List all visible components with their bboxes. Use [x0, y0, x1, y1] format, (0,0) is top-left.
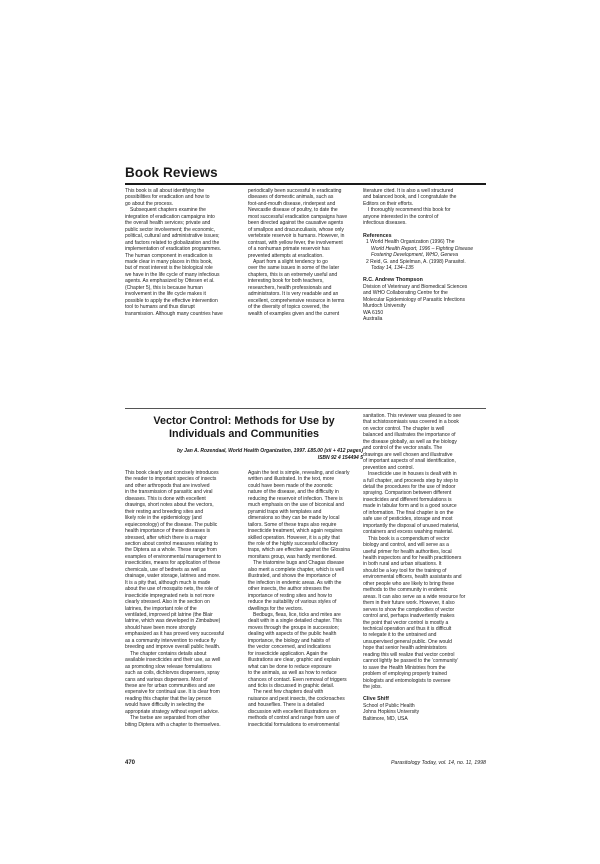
text-line: other people who are likely to bring these	[363, 580, 455, 587]
review-separator	[125, 408, 486, 409]
reference-item	[363, 259, 487, 272]
references-list	[363, 239, 487, 271]
reference-line: Today 14, 134–135	[371, 264, 414, 271]
text-line: dimensions so they can be made by local	[248, 515, 340, 522]
text-line: chapters, this is an extremely useful and	[248, 271, 338, 278]
text-line: methods to the community in endemic	[363, 587, 448, 594]
text-line: about the use of mosquito nets, the role of	[125, 586, 219, 593]
text-line: we have in the life cycle of many infectious	[125, 271, 220, 278]
text-line: unsupervised general public. One would	[363, 638, 452, 645]
affiliation-line: WA 6150	[363, 309, 384, 316]
review1-column-1	[125, 188, 238, 317]
article-title	[125, 415, 363, 441]
review2-reviewer-affiliation	[363, 703, 487, 722]
text-line: dealing with aspects of the public health	[248, 631, 337, 638]
text-line: methods of control and range from use of	[248, 715, 340, 722]
text-line: likely role in the epidemiology (and	[125, 515, 202, 522]
text-line: to save the Health Ministries from the	[363, 664, 446, 671]
text-line: drawings are well chosen and illustrative	[363, 451, 453, 458]
text-line: section about control measures relating to	[125, 540, 218, 547]
text-line: of a nonhuman primate reservoir has	[248, 246, 330, 253]
text-line: been directed against the causative agents	[248, 220, 344, 227]
text-line: literature cited. It is also a well structured	[363, 188, 454, 194]
text-line: Newcastle disease of poultry, to date the	[248, 207, 338, 214]
text-line: and balanced book, and I congratulate the	[363, 194, 457, 201]
text-line: the overall health services; private and	[125, 220, 211, 227]
text-line: biologists and entomologists to oversee	[363, 677, 451, 684]
text-line: the infection in endemic areas. As with the	[248, 579, 342, 586]
text-line: stressed, after which there is a major	[125, 534, 207, 541]
text-line: problem of employing properly trained	[363, 671, 447, 678]
affiliation-line: and WHO Collaborating Centre for the	[363, 290, 448, 297]
text-line: The human component in eradication is	[125, 252, 213, 259]
text-line: a full chapter, and proceeds step by step to	[363, 477, 459, 484]
text-line: nature of the disease, and the difficulty in	[248, 489, 339, 496]
text-line: importance, the biology and habits of	[248, 637, 330, 644]
text-line: public sector involvement; the economic,	[125, 226, 216, 233]
text-line: reduce the suitability of various styles of	[248, 599, 337, 606]
text-line: and houseflies. There is a detailed	[248, 702, 325, 709]
reference-line: 1 World Health Organization (1996) The	[366, 239, 455, 246]
text-line: technical operation and thus it is difficult	[363, 625, 452, 632]
text-line: sanitation. This reviewer was pleased to see	[363, 413, 462, 419]
text-line: possibilities for eradication and how to	[125, 194, 210, 201]
text-line: insecticidal formulations to environmental	[248, 721, 340, 728]
text-line: reading this chapter that the lay person	[125, 695, 212, 702]
text-line: to the animals, as well as how to reduce	[248, 670, 337, 677]
text-line: transmission. Although many countries have	[125, 310, 223, 317]
text-line: contrast, with yellow fever, the involvement	[248, 239, 343, 246]
text-line: The tsetse are separated from other	[130, 715, 210, 722]
text-line: health importance of these diseases is	[125, 528, 211, 535]
text-line: diseases of domestic animals, such as	[248, 194, 334, 201]
text-line: Insecticide use in houses is dealt with in	[368, 471, 457, 478]
review1-column-2	[248, 188, 361, 317]
references-heading: References	[363, 232, 392, 239]
text-line: excellent, comprehensive resource in terms	[248, 297, 345, 304]
text-line: the role of the highly successful olfactory	[248, 540, 339, 547]
text-line: in the transmission of parasitic and viral	[125, 489, 213, 496]
text-line: latrines, the important role of the	[125, 605, 197, 612]
text-line: skilled operation. However, it is a pity that	[248, 534, 340, 541]
review2-column-3	[363, 413, 487, 722]
text-line: safe use of pesticides, storage and most	[363, 516, 453, 523]
text-line: serves to show the complexities of vector	[363, 606, 455, 613]
text-line: agents. As emphasized by Ottesen et al.	[125, 278, 215, 285]
section-rule	[125, 183, 486, 185]
text-line: made in tabular form and is a good source	[363, 503, 457, 510]
text-line: importance of resting sites and how to	[248, 592, 333, 599]
text-line: It is a pity that, although much is made	[125, 579, 211, 586]
text-line: emphasized as it has proved very successful	[125, 631, 225, 638]
text-line: health inspectors and for health practitioners	[363, 554, 462, 561]
text-line: expensive for continual use. It is clear from	[125, 689, 220, 696]
page-number: 470	[125, 760, 136, 766]
text-line: dwellings for the vectors.	[248, 605, 304, 612]
text-line: nuisance and pest insects, the cockroaches	[248, 695, 345, 702]
text-line: for insecticide application. Again the	[248, 650, 328, 657]
text-line: importantly the disposal of unused material,	[363, 522, 460, 529]
text-line: and control of the vector snails. The	[363, 445, 443, 452]
text-line: drainage, water storage, latrines and more.	[125, 573, 221, 580]
text-line: as a community intervention to reduce fly	[125, 637, 216, 644]
text-line: This book clearly and concisely introduces	[125, 470, 219, 476]
text-line: vertebrate reservoir is humans. However, in	[248, 233, 345, 240]
text-line: wealth of examples given and the current	[248, 310, 340, 317]
text-line: them in their future work. However, it also	[363, 600, 455, 607]
text-line: the point that vector control is mostly a	[363, 619, 449, 626]
text-line: areas. It can also serve as a wide resource for	[363, 593, 466, 600]
text-line: go about the process.	[125, 200, 174, 207]
text-line: interesting book for both teachers,	[248, 278, 324, 285]
citation-line: by Jan A. Rozendaal, World Health Organization, 1997. £85.00 (xii + 412 pages)	[176, 448, 363, 454]
text-line: infectious diseases.	[363, 220, 407, 227]
text-line: containers and excess washing material.	[363, 529, 454, 536]
text-line: possible to apply the effective intervention	[125, 297, 218, 304]
text-line: appropriate strategy without expert advice.	[125, 708, 220, 715]
text-line: and other arthropods that are involved	[125, 482, 210, 489]
text-line: involvement in the life cycle makes it	[125, 291, 206, 298]
text-line: such as coils, dichlorvos dispensers, spray	[125, 670, 220, 677]
review1-column-3	[363, 188, 487, 323]
affiliation-line: Johns Hopkins University	[363, 709, 420, 716]
text-line: would have difficulty in selecting the	[125, 702, 205, 709]
affiliation-line: Baltimore, MD, USA	[363, 715, 408, 722]
text-line: detail the procedures for the use of indoor	[363, 483, 456, 490]
text-line: Bedbugs, fleas, lice, ticks and mites are	[253, 611, 341, 618]
text-line: the disease globally, as well as the biology	[363, 438, 457, 445]
text-line: the jobs.	[363, 684, 382, 691]
review1-column-3-text	[363, 188, 487, 227]
text-line: reducing the reservoir of infection. There is	[248, 495, 343, 502]
text-line: insecticide impregnated nets is not more	[125, 592, 215, 599]
text-line: dealt with in a single detailed chapter. This	[248, 618, 342, 625]
text-line: control and, perhaps inadvertently makes	[363, 613, 455, 620]
text-line: on vector control. The chapter is well	[363, 425, 445, 432]
text-line: diseases. This is done with excellent	[125, 495, 206, 502]
text-line: balanced and illustrates the importance of	[363, 432, 456, 439]
text-line: morsitans group, was hardly mentioned.	[248, 553, 337, 560]
text-line: cannot lightly be passed to the ‘community’	[363, 658, 459, 665]
text-line: made clear in many places in this book,	[125, 258, 213, 265]
text-line: reading this will realize that vector control	[363, 651, 455, 658]
text-line: The chapter contains details about	[130, 650, 207, 657]
affiliation-line: Molecular Epidemiology of Parasitic Infections	[363, 296, 465, 303]
reference-line: Fostering Development, WHO, Geneva	[371, 252, 458, 259]
article-title-line: Individuals and Communities	[169, 428, 319, 440]
text-line: the vector concerned, and indications	[248, 644, 331, 651]
text-line: integration of eradication campaigns into	[125, 213, 215, 220]
text-line: I thoroughly recommend this book for	[368, 207, 451, 214]
text-line: discussion with excellent illustrations on	[248, 708, 337, 715]
text-line: administrators. It is very readable and an	[248, 291, 339, 298]
article-title-line: Vector Control: Methods for Use by	[153, 415, 335, 427]
text-line: Apart from a slight tendency to go	[253, 258, 328, 265]
text-line: the reader to important species of insects	[125, 476, 217, 483]
text-line: cans and various dispensers. Most of	[125, 676, 208, 683]
text-line: in both rural and urban situations. It	[363, 561, 442, 568]
affiliation-line: Murdoch University	[363, 303, 406, 310]
text-line: Again the text is simple, revealing, and clearly	[248, 470, 350, 476]
book-citation	[125, 448, 363, 461]
review2-column-3-text	[363, 413, 487, 690]
text-line: written and illustrated. In the text, more	[248, 476, 335, 483]
text-line: as promoting slow release formulations	[125, 663, 212, 670]
text-line: should have been more strongly	[125, 624, 197, 631]
text-line: illustrated, and shows the importance of	[248, 573, 337, 580]
text-line: these are for urban communities and are	[125, 682, 216, 689]
text-line: but of most interest is the biological role	[125, 265, 213, 272]
text-line: hope that senior health administrators	[363, 645, 447, 652]
text-line: This book is a compendium of vector	[368, 535, 450, 542]
text-line: researchers, health professionals and	[248, 284, 332, 291]
text-line: moves through the groups in succession;	[248, 624, 339, 631]
text-line: traps, which are effective against the Glossina	[248, 547, 350, 554]
text-line: other insects, the author stresses the	[248, 586, 330, 593]
text-line: prevention and control.	[363, 464, 414, 471]
text-line: chances of contact. Even removal of triggers	[248, 676, 347, 683]
text-line: latrine, which was developed in Zimbabwe)	[125, 618, 221, 625]
text-line: insecticides, means for application of these	[125, 560, 221, 567]
text-line: of smallpox and dracunculiasis, whose only	[248, 226, 344, 233]
reference-item	[363, 239, 487, 258]
text-line: of information. The final chapter is on the	[363, 509, 454, 516]
text-line: could have been made of the zoonotic	[248, 482, 333, 489]
text-line: to relegate it to the untrained and	[363, 632, 437, 639]
text-line: over the same issues in some of the later	[248, 265, 340, 272]
text-line: drawings, short notes about the vectors,	[125, 502, 214, 509]
text-line: ventilated, improved pit latrine (the Blair	[125, 611, 213, 618]
review1-reviewer-name: R.C. Andrew Thompson	[363, 277, 423, 284]
journal-reference: Parasitology Today, vol. 14, no. 11, 1998	[390, 760, 486, 766]
text-line: should be a key tool for the training of	[363, 567, 447, 574]
affiliation-line: School of Public Health	[363, 702, 415, 709]
text-line: much emphasis on the use of biconical and	[248, 502, 344, 509]
text-line: and ticks is discussed in graphic detail.	[248, 682, 335, 689]
review2-reviewer-name: Clive Shiff	[363, 696, 389, 703]
text-line: insecticides and different formulations is	[363, 496, 452, 503]
text-line: Subsequent chapters examine the	[130, 207, 206, 214]
text-line: most successful eradication campaigns have	[248, 213, 348, 220]
text-line: also merit a complete chapter, which is well	[248, 566, 344, 573]
text-line: biting Diptera with a chapter to themselves.	[125, 721, 221, 728]
review2-column-2	[248, 470, 361, 728]
text-line: implementation of eradication programmes.	[125, 246, 222, 253]
text-line: prevented attempts at eradication.	[248, 252, 324, 259]
text-line: and factors related to globalization and the	[125, 239, 220, 246]
text-line: anyone interested in the control of	[363, 213, 439, 220]
text-line: the Diptera as a whole. These range from	[125, 547, 217, 554]
text-line: pyramid traps with templates and	[248, 508, 322, 515]
citation-line: ISBN 92 4 154494 5	[317, 454, 363, 461]
text-line: what can be done to reduce exposure	[248, 663, 332, 670]
text-line: The next few chapters deal with	[253, 689, 324, 696]
review1-reviewer-affiliation	[363, 284, 487, 323]
text-line: foot-and-mouth disease, rinderpest and	[248, 200, 336, 207]
text-line: equieconology) of the disease. The public	[125, 521, 218, 528]
text-line: This book is all about identifying the	[125, 188, 205, 194]
reference-line: 2 Reid, G. and Spielman, A. (1998) Parasitol.	[366, 258, 466, 265]
affiliation-line: Division of Veterinary and Biomedical Sciences	[363, 283, 468, 290]
text-line: their resting and breeding sites and	[125, 508, 204, 515]
text-line: environmental officers, health assistants and	[363, 574, 462, 581]
text-line: tailors. Some of these traps also require	[248, 521, 337, 528]
text-line: available insecticides and their use, as well	[125, 657, 221, 664]
affiliation-line: Australia	[363, 316, 383, 323]
text-line: that schistosomiasis was covered in a book	[363, 419, 459, 426]
text-line: insecticide treatment, which again requires	[248, 528, 343, 535]
text-line: breeding and improve overall public health.	[125, 644, 221, 651]
review2-column-1	[125, 470, 238, 728]
text-line: spraying. Comparison between different	[363, 490, 452, 497]
text-line: periodically been successful in eradicating	[248, 188, 342, 194]
text-line: Editors on their efforts.	[363, 200, 414, 207]
section-title: Book Reviews	[125, 165, 218, 180]
text-line: clearly stressed. Also in the section on	[125, 599, 210, 606]
text-line: (Chapter 5), this is because human	[125, 284, 203, 291]
text-line: of important aspects of snail identification,	[363, 458, 456, 465]
text-line: The triatomine bugs and Chagas disease	[253, 560, 345, 567]
text-line: illustrations are clear, graphic and explain	[248, 657, 340, 664]
text-line: biology and control, and will serve as a	[363, 542, 449, 549]
text-line: political, cultural and administrative issues;	[125, 233, 220, 240]
reference-line: World Health Report, 1996 – Fighting Disease	[371, 245, 473, 252]
text-line: examples of environmental management to	[125, 553, 221, 560]
text-line: useful primer for health authorities, local	[363, 548, 452, 555]
text-line: of the diversity of topics covered, the	[248, 304, 330, 311]
text-line: chemicals, use of bednets as well as	[125, 566, 207, 573]
text-line: tool to humans and thus disrupt	[125, 304, 195, 311]
